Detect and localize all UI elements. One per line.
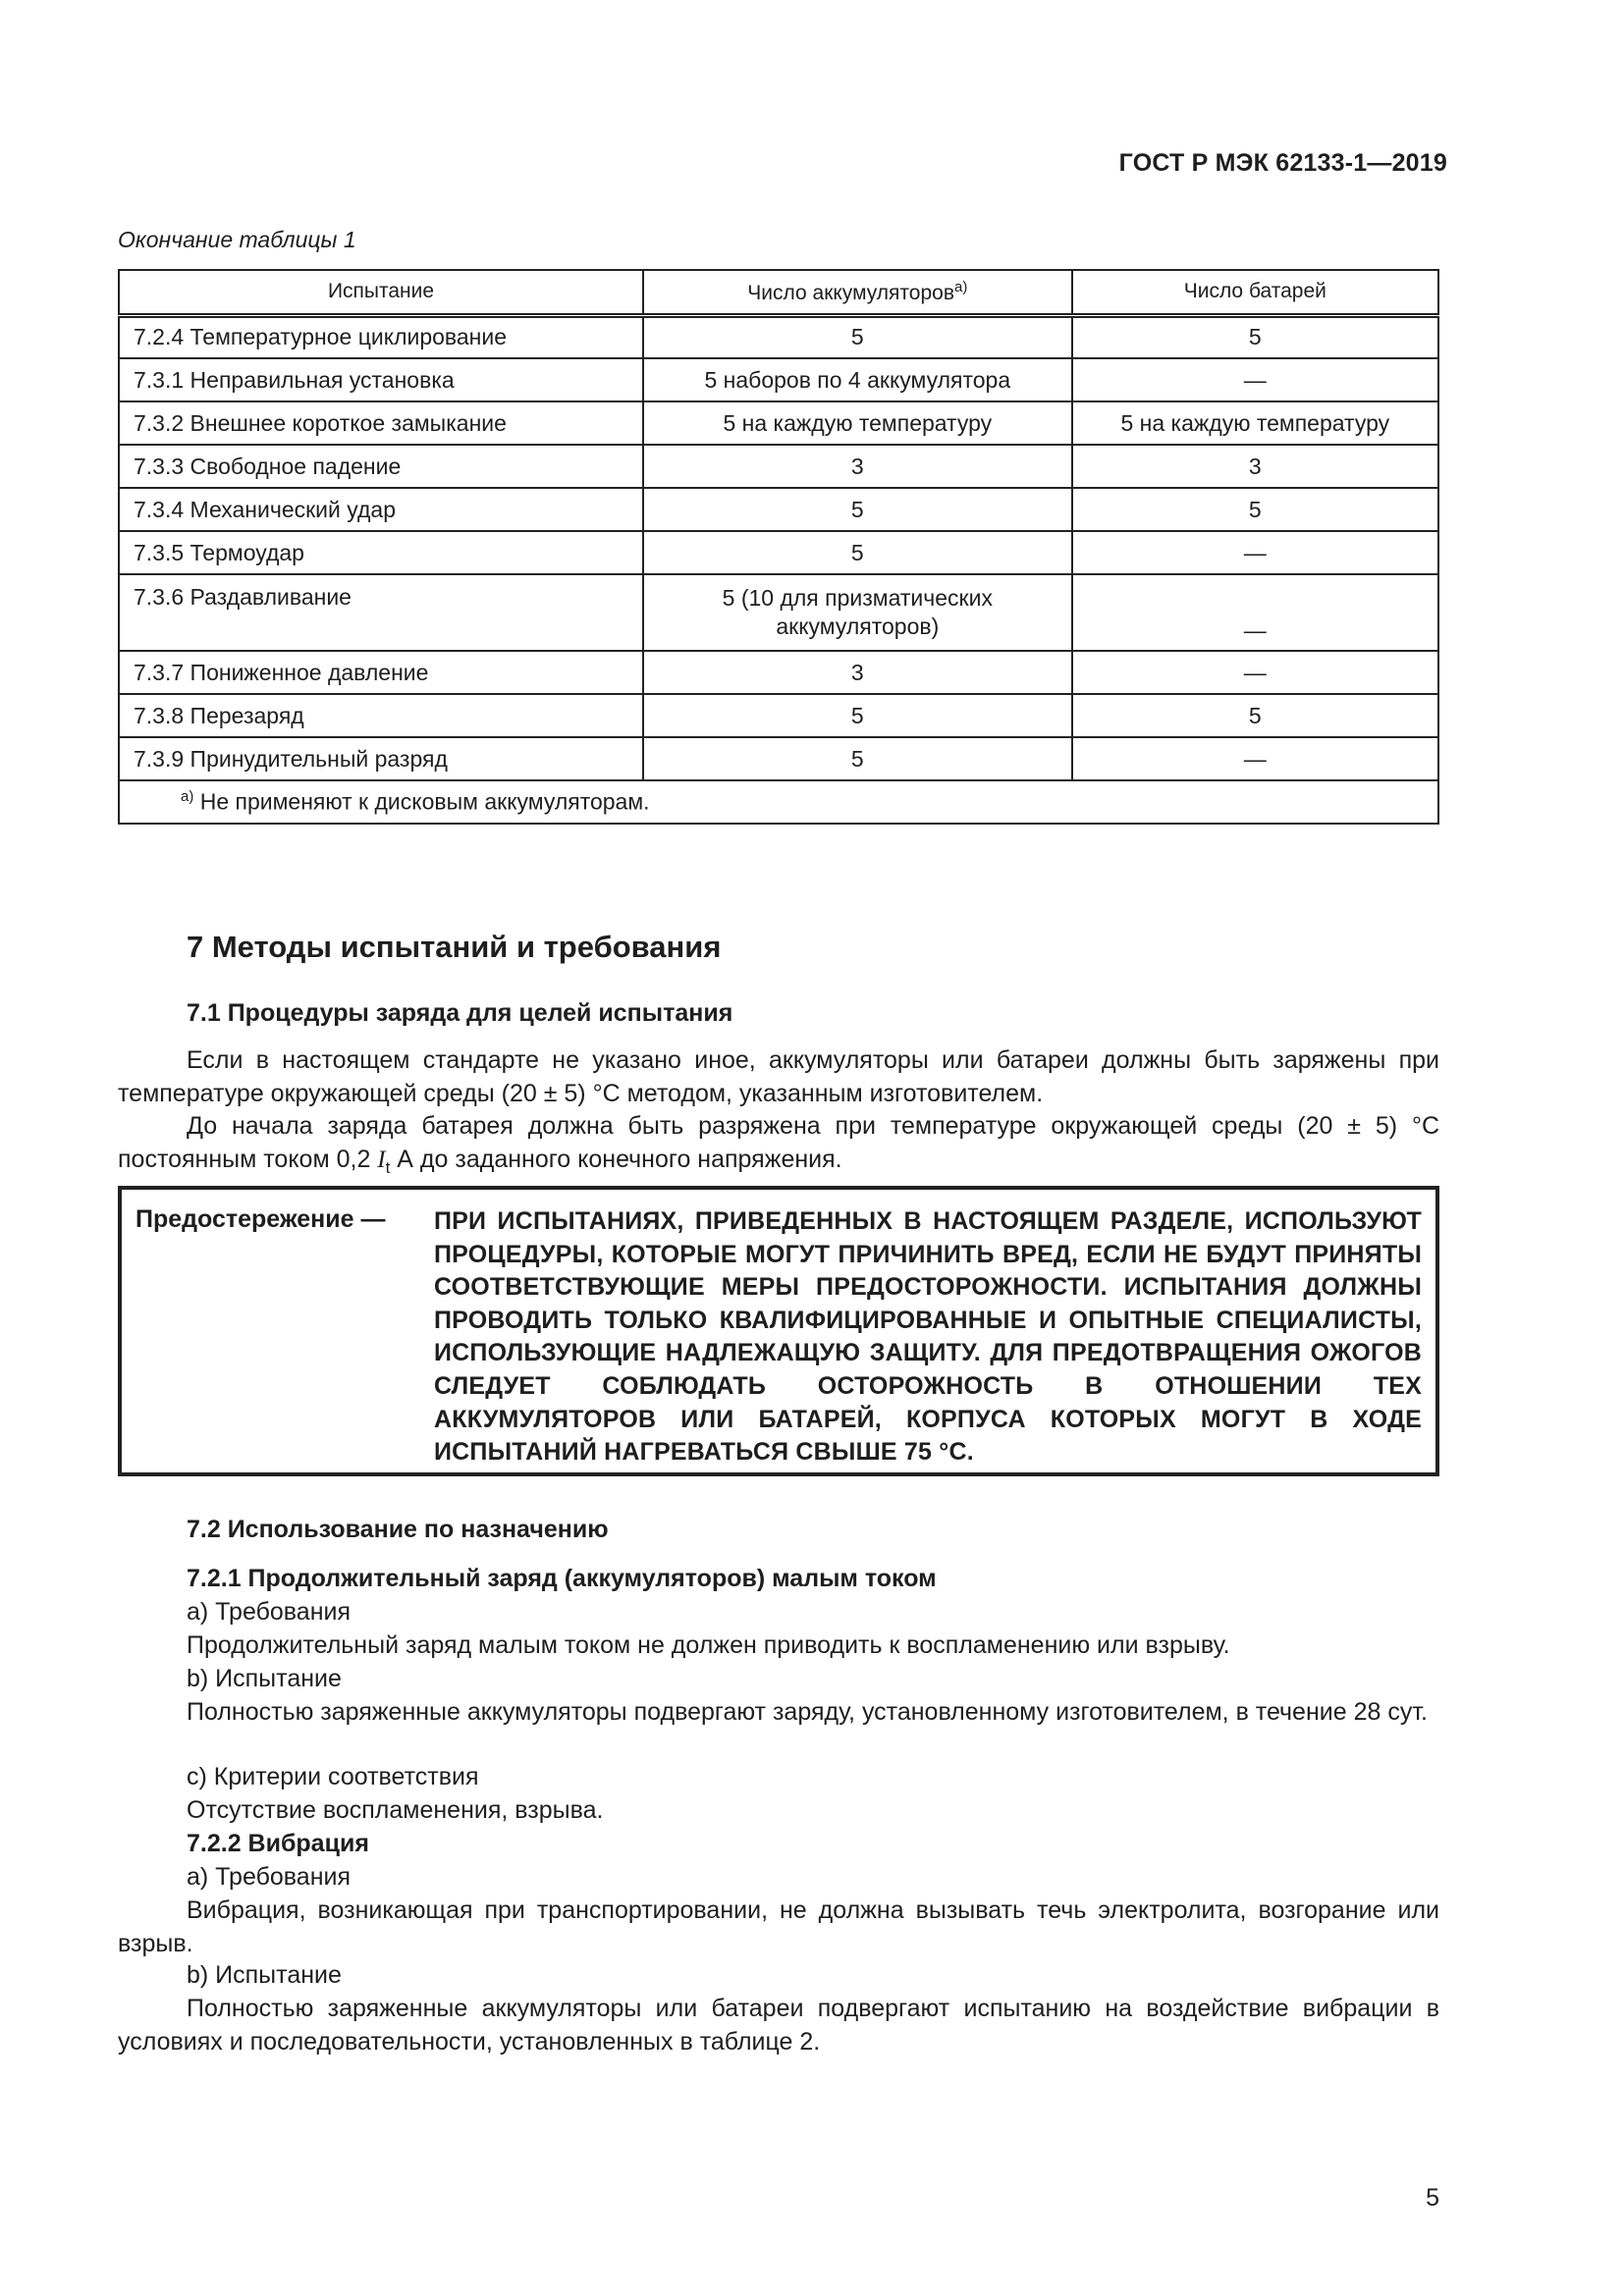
table-row xyxy=(119,445,1438,488)
cells-count: 5 xyxy=(643,737,1072,780)
batteries-count: 5 xyxy=(1072,315,1438,358)
test-name: 7.3.1 Неправильная установка xyxy=(119,358,643,401)
table-row xyxy=(119,651,1438,694)
test-label: b) Испытание xyxy=(187,1665,342,1692)
table-caption: Окончание таблицы 1 xyxy=(118,227,356,252)
test-name: 7.2.4 Температурное циклирование xyxy=(119,315,643,358)
header-cells-count-label: Число аккумуляторов xyxy=(747,281,954,304)
document-id-header: ГОСТ Р МЭК 62133-1—2019 xyxy=(1118,149,1447,177)
header-cells-count xyxy=(643,270,1072,315)
test-name: 7.3.3 Свободное падение xyxy=(119,445,643,488)
test-text: Полностью заряженные аккумуляторы подвергают заряду, установленному изготовителем, в течение 28 сут. xyxy=(187,1698,1428,1726)
current-variable: I xyxy=(377,1146,386,1173)
footnote-mark: a) xyxy=(181,788,194,806)
footnote-ref: a) xyxy=(953,278,968,295)
batteries-count: 3 xyxy=(1072,445,1438,488)
batteries-count: 5 xyxy=(1072,488,1438,531)
warning-box xyxy=(118,1186,1439,1476)
cells-count: 3 xyxy=(643,651,1072,694)
test-name: 7.3.7 Пониженное давление xyxy=(119,651,643,694)
test-name: 7.3.5 Термоудар xyxy=(119,531,643,574)
cells-count: 5 xyxy=(643,488,1072,531)
cells-count: 5 xyxy=(643,694,1072,737)
test-name: 7.3.8 Перезаряд xyxy=(119,694,643,737)
table-row xyxy=(119,737,1438,780)
cells-count: 5 xyxy=(643,531,1072,574)
header-batteries-count: Число батарей xyxy=(1072,270,1438,315)
test-name: 7.3.6 Раздавливание xyxy=(119,574,643,651)
batteries-count: 5 xyxy=(1072,694,1438,737)
test-name: 7.3.2 Внешнее короткое замыкание xyxy=(119,401,643,445)
batteries-count: — xyxy=(1072,574,1438,651)
warning-text: ПРИ ИСПЫТАНИЯХ, ПРИВЕДЕННЫХ В НАСТОЯЩЕМ РАЗДЕЛЕ, ИСПОЛЬЗУЮТ ПРОЦЕДУРЫ, КОТОРЫЕ МОГУТ ПРИЧИНИТЬ ВРЕД, ЕСЛИ НЕ БУДУТ ПРИНЯТЫ СООТВЕТСТВУЮЩИЕ МЕРЫ ПРЕДОСТОРОЖНОСТИ. ИСПЫТАНИЯ ДОЛЖНЫ ПРОВОДИТЬ ТОЛЬКО КВАЛИФИЦИРОВАННЫЕ И ОПЫТНЫЕ СПЕЦИАЛИСТЫ, ИСПОЛЬЗУЮЩИЕ НАДЛЕЖАЩУЮ ЗАЩИТУ. ДЛЯ ПРЕДОТВРАЩЕНИЯ ОЖОГОВ СЛЕДУЕТ СОБЛЮДАТЬ ОСТОРОЖНОСТЬ В ОТНОШЕНИИ ТЕХ АККУМУЛЯТОРОВ ИЛИ БАТАРЕЙ, КОРПУСА КОТОРЫХ МОГУТ В ХОДЕ ИСПЫТАНИЙ НАГРЕВАТЬСЯ СВЫШЕ 75 °С. xyxy=(434,1207,1422,1467)
warning-label: Предостережение — xyxy=(135,1205,386,1233)
test-name: 7.3.4 Механический удар xyxy=(119,488,643,531)
paragraph-7-1-2-start: До начала заряда батарея должна быть разряжена при температуре окружающей среды (20 ± 5) °С постоянным током 0,2 xyxy=(118,1112,1439,1173)
section-7-title: 7 Методы испытаний и требования xyxy=(187,930,722,964)
cells-count: 5 xyxy=(643,315,1072,358)
footnote-text: Не применяют к дисковым аккумуляторам. xyxy=(199,788,650,815)
section-7-2-2-title: 7.2.2 Вибрация xyxy=(187,1830,369,1857)
batteries-count: — xyxy=(1072,737,1438,780)
section-7-2-1-title: 7.2.1 Продолжительный заряд (аккумуляторов) малым током xyxy=(187,1565,937,1592)
section-7-1-title: 7.1 Процедуры заряда для целей испытания xyxy=(187,999,733,1027)
batteries-count: — xyxy=(1072,651,1438,694)
test-text-2: Полностью заряженные аккумуляторы или батареи подвергают испытанию на воздействие вибрации в условиях и последовательности, установленных в таблице 2. xyxy=(118,1995,1439,2056)
paragraph-7-1-1: Если в настоящем стандарте не указано иное, аккумуляторы или батареи должны быть заряжены при температуре окружающей среды (20 ± 5) °С методом, указанным изготовителем. xyxy=(118,1046,1439,1107)
test-table xyxy=(118,269,1439,825)
table-row xyxy=(119,694,1438,737)
table-row xyxy=(119,574,1438,651)
current-subscript: t xyxy=(385,1157,391,1177)
cells-count: 5 наборов по 4 аккумулятора xyxy=(643,358,1072,401)
requirements-text: Продолжительный заряд малым током не должен приводить к воспламенению или взрыву. xyxy=(187,1631,1230,1659)
table-header-row xyxy=(119,270,1438,315)
cells-count: 5 на каждую температуру xyxy=(643,401,1072,445)
requirements-text-2: Вибрация, возникающая при транспортировании, не должна вызывать течь электролита, возгорание или взрыв. xyxy=(118,1896,1439,1957)
criteria-label: c) Критерии соответствия xyxy=(187,1763,479,1790)
page-number: 5 xyxy=(1426,2184,1439,2212)
test-name: 7.3.9 Принудительный разряд xyxy=(119,737,643,780)
batteries-count: — xyxy=(1072,531,1438,574)
section-7-2-title: 7.2 Использование по назначению xyxy=(187,1516,609,1543)
table-row xyxy=(119,358,1438,401)
requirements-label: a) Требования xyxy=(187,1598,352,1626)
batteries-count: 5 на каждую температуру xyxy=(1072,401,1438,445)
table-row xyxy=(119,401,1438,445)
header-test: Испытание xyxy=(119,270,643,315)
table-row xyxy=(119,488,1438,531)
table-footnote-row xyxy=(119,780,1438,824)
paragraph-7-1-2-end: А до заданного конечного напряжения. xyxy=(390,1145,842,1173)
cells-count: 3 xyxy=(643,445,1072,488)
cells-count: 5 (10 для призматических аккумуляторов) xyxy=(643,574,1072,651)
paragraph-7-1-2 xyxy=(118,1110,1439,1184)
batteries-count: — xyxy=(1072,358,1438,401)
criteria-text: Отсутствие воспламенения, взрыва. xyxy=(187,1796,604,1824)
table-row xyxy=(119,315,1438,358)
test-label-2: b) Испытание xyxy=(187,1961,342,1989)
table-row xyxy=(119,531,1438,574)
requirements-label-2: a) Требования xyxy=(187,1863,352,1891)
table-footnote xyxy=(119,780,1438,824)
